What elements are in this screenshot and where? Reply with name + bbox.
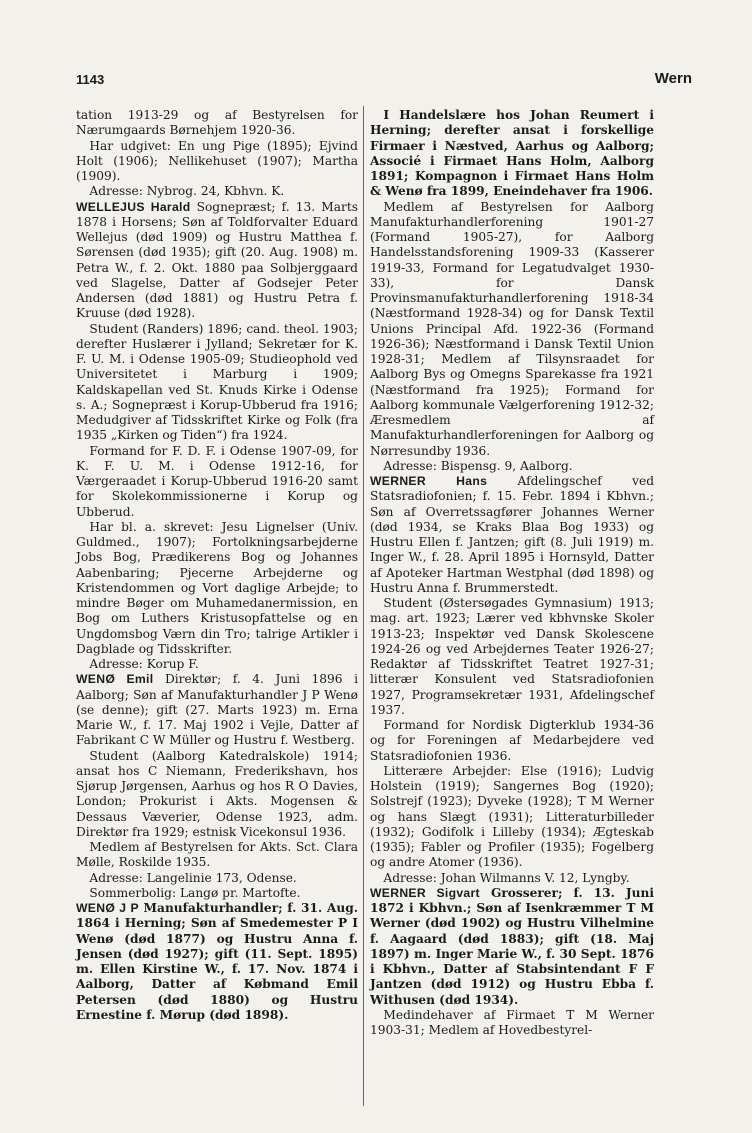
running-head: Wern (654, 70, 692, 87)
entry-name: WERNER Sigvart (370, 885, 480, 900)
paragraph: Formand for F. D. F. i Odense 1907-09, for K. F. U. M. i Odense 1912-16, for Værgeraadet i Korup-Ubberud 1916-20 samt for Skolekommissionerne i Korup og Ubberud. (76, 443, 358, 519)
paragraph: Adresse: Langelinie 173, Odense. (89, 870, 297, 885)
paragraph: Adresse: Korup F. (89, 657, 199, 671)
entry-text: Manufakturhandler; f. 31. Aug. 1864 i Herning; Søn af Smedemester P I Wenø (død 1877) og Hustru Anna f. Jensen (død 1927); gift (11. Sept. 1895) m. Ellen Kirstine W., f. 17. Nov. 1874 i Aalborg, Datter af Købmand Emil Petersen (død 1880) og Hustru Ernestine f. Mørup (død 1898). (76, 901, 358, 1022)
entry-text: Direktør; f. 4. Juni 1896 i Aalborg; Søn af Manufakturhandler J P Wenø (se denne); gift (27. Marts 1923) m. Erna Marie W., f. 17. Maj 1902 i Vejle, Datter af Fabrikant C W Müller og Hustru f. Westberg. (76, 672, 358, 748)
paragraph: Adresse: Johan Wilmanns V. 12, Lyngby. (383, 870, 630, 885)
entry-text: Grosserer; f. 13. Juni 1872 i Kbhvn.; Søn af Isenkræmmer T M Werner (død 1902) og Hustru Vilhelmine f. Aagaard (død 1883); gift (18. Maj 1897) m. Inger Marie W., f. 30 Sept. 1876 i Kbhvn., Datter af Stabsintendant F F Jantzen (død 1912) og Hustru Ebba f. Withusen (død 1934). (370, 885, 655, 1007)
paragraph: Har bl. a. skrevet: Jesu Lignelser (Univ. Guldmed., 1907); Fortolkningsarbejderne Jobs Bog, Prædikerens Bog og Johannes Aabenbaring; Pjecerne Arbejderne og Kristendommen og Vort daglige Arbejde; to mindre Bøger om Muhamedanermission, en Bog om Luthers Kristusopfattelse og en Ungdomsbog Værn din Tro; talrige Artikler i Dagblade og Tidsskrifter. (76, 519, 358, 656)
biography-entry (76, 901, 358, 1023)
left-column (76, 108, 358, 1023)
paragraph: Sommerbolig: Langø pr. Martofte. (89, 885, 301, 900)
paragraph: tation 1913-29 og af Bestyrelsen for Nærumgaards Børnehjem 1920-36. (76, 108, 358, 138)
entry-name: WENØ J P (76, 901, 139, 915)
paragraph: Adresse: Bispensg. 9, Aalborg. (383, 458, 573, 473)
paragraph: Medlem af Bestyrelsen for Akts. Sct. Clara Mølle, Roskilde 1935. (76, 840, 358, 870)
right-column (370, 108, 654, 1038)
entry-text: Afdelingschef ved Statsradiofonien; f. 15. Febr. 1894 i Kbhvn.; Søn af Overretssagfører Johannes Werner (død 1934, se Kraks Blaa Bog 1933) og Hustru Ellen f. Jantzen; gift (8. Juli 1919) m. Inger W., f. 28. April 1895 i Hornsyld, Datter af Apoteker Hartman Westphal (død 1898) og Hustru Anna f. Brummerstedt. (370, 474, 655, 595)
paragraph: Har udgivet: En ung Pige (1895); Ejvind Holt (1906); Nellikehuset (1907); Martha (1909). (76, 138, 358, 183)
biography-entry (370, 474, 654, 596)
paragraph: I Handelslære hos Johan Reumert i Herning; derefter ansat i forskellige Firmaer i Næstved, Aarhus og Aalborg; Associé i Firmaet Hans Holm, Aalborg 1891; Kompagnon i Firmaet Hans Holm & Wenø fra 1899, Eneindehaver fra 1906. (370, 108, 654, 199)
entry-name: WELLEJUS Harald (76, 199, 191, 214)
biography-entry (370, 886, 654, 1008)
biography-entry (76, 672, 358, 748)
paragraph: Medindehaver af Firmaet T M Werner 1903-31; Medlem af Hovedbestyrel- (370, 1007, 654, 1037)
paragraph: Student (Østersøgades Gymnasium) 1913; mag. art. 1923; Lærer ved kbhvnske Skoler 1913-23; Inspektør ved Dansk Skolescene 1924-26 og ved Arbejdernes Teater 1926-27; Redaktør af Tidsskriftet Teatret 1927-31; litterær Konsulent ved Statsradiofonien 1927, Programsekretær 1931, Afdelingschef 1937. (370, 596, 654, 717)
entry-text: Sognepræst; f. 13. Marts 1878 i Horsens; Søn af Toldforvalter Eduard Wellejus (død 1909) og Hustru Matthea f. Sørensen (død 1935); gift (20. Aug. 1908) m. Petra W., f. 2. Okt. 1880 paa Solbjerggaard ved Slagelse, Datter af Godsejer Peter Andersen (død 1881) og Hustru Petra f. Kruuse (død 1928). (76, 199, 358, 321)
page-number: 1143 (76, 72, 105, 87)
paragraph: Adresse: Nybrog. 24, Kbhvn. K. (89, 184, 285, 199)
biography-entry (76, 200, 358, 322)
paragraph: Litterære Arbejder: Else (1916); Ludvig Holstein (1919); Sangernes Bog (1920); Solstrejf (1923); Dyveke (1928); T M Werner og hans Slægt (1931); Litteraturbilleder (1932); Godifolk i Lilleby (1934); Ægteskab (1935); Fabler og Profiler (1935); Fogelberg og andre Atomer (1936). (370, 763, 654, 870)
entry-name: WERNER Hans (370, 474, 488, 488)
paragraph: Formand for Nordisk Digterklub 1934-36 og for Foreningen af Medarbejdere ved Statsradiofonien 1936. (370, 718, 654, 763)
paragraph: Medlem af Bestyrelsen for Aalborg Manufakturhandlerforening 1901-27 (Formand 1905-27), for Aalborg Handelsstandsforening 1909-33 (Kasserer 1919-33, Formand for Legatudvalget 1930-33), for Dansk Provinsmanufakturhandlerforening 1918-34 (Næstformand 1928-34) og for Dansk Textil Unions Principal Afd. 1922-36 (Formand 1926-36); Næstformand i Dansk Textil Union 1928-31; Medlem af Tilsynsraadet for Aalborg Bys og Omegns Sparekasse fra 1921 (Næstformand fra 1925); Formand for Aalborg kommunale Vælgerforening 1912-32; Æresmedlem af Manufakturhandlerforeningen for Aalborg og Nørresundby 1936. (370, 199, 654, 458)
paragraph: Student (Aalborg Katedralskole) 1914; ansat hos C Niemann, Frederikshavn, hos Sjørup Jørgensen, Aarhus og hos R O Davies, London; Prokurist i Akts. Mogensen & Dessaus Væverier, Odense 1923, adm. Direktør fra 1929; estnisk Vicekonsul 1936. (76, 748, 358, 839)
column-divider (363, 106, 364, 1106)
entry-name: WENØ Emil (76, 672, 154, 687)
paragraph: Student (Randers) 1896; cand. theol. 1903; derefter Huslærer i Jylland; Sekretær for K. F. U. M. i Odense 1905-09; Studieophold ved Universitetet i Marburg i 1909; Kaldskapellan ved St. Knuds Kirke i Odense s. A.; Sognepræst i Korup-Ubberud fra 1916; Medudgiver af Tidsskriftet Kirke og Folk (fra 1935 „Kirken og Tiden“) fra 1924. (76, 321, 358, 443)
